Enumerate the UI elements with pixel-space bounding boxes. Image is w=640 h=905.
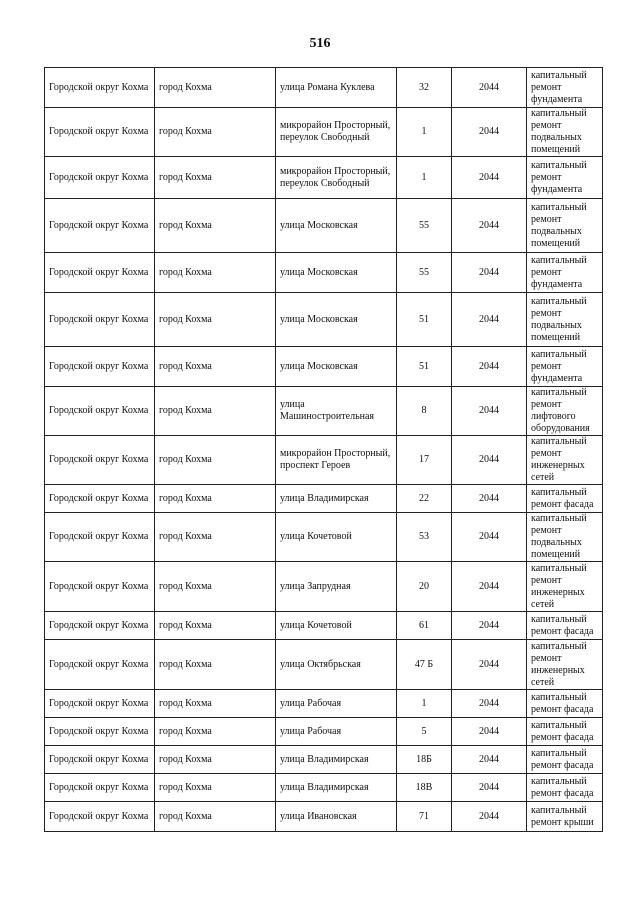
- table-row: [45, 774, 603, 802]
- city-cell: город Кохма: [155, 199, 276, 253]
- street-cell: улица Московская: [276, 199, 397, 253]
- district-cell: Городской округ Кохма: [45, 253, 155, 293]
- district-cell: Городской округ Кохма: [45, 718, 155, 746]
- house-number-cell: 17: [397, 436, 452, 485]
- house-number-cell: 32: [397, 68, 452, 108]
- street-cell: улица Московская: [276, 293, 397, 347]
- work-type-cell: капитальный ремонт лифтового оборудования: [527, 387, 603, 436]
- table-row: [45, 746, 603, 774]
- city-cell: город Кохма: [155, 436, 276, 485]
- house-number-cell: 5: [397, 718, 452, 746]
- district-cell: Городской округ Кохма: [45, 746, 155, 774]
- city-cell: город Кохма: [155, 612, 276, 640]
- year-cell: 2044: [452, 108, 527, 157]
- work-type-cell: капитальный ремонт инженерных сетей: [527, 562, 603, 612]
- work-type-cell: капитальный ремонт крыши: [527, 802, 603, 832]
- year-cell: 2044: [452, 387, 527, 436]
- street-cell: улица Октябрьская: [276, 640, 397, 690]
- street-cell: улица Владимирская: [276, 774, 397, 802]
- table-row: [45, 562, 603, 612]
- table-row: [45, 640, 603, 690]
- district-cell: Городской округ Кохма: [45, 68, 155, 108]
- year-cell: 2044: [452, 436, 527, 485]
- city-cell: город Кохма: [155, 293, 276, 347]
- district-cell: Городской округ Кохма: [45, 485, 155, 513]
- house-number-cell: 71: [397, 802, 452, 832]
- year-cell: 2044: [452, 640, 527, 690]
- city-cell: город Кохма: [155, 690, 276, 718]
- street-cell: улица Кочетовой: [276, 612, 397, 640]
- house-number-cell: 22: [397, 485, 452, 513]
- street-cell: улица Запрудная: [276, 562, 397, 612]
- table-row: [45, 387, 603, 436]
- work-type-cell: капитальный ремонт фасада: [527, 612, 603, 640]
- street-cell: микрорайон Просторный, проспект Героев: [276, 436, 397, 485]
- work-type-cell: капитальный ремонт инженерных сетей: [527, 436, 603, 485]
- year-cell: 2044: [452, 68, 527, 108]
- street-cell: улица Романа Куклева: [276, 68, 397, 108]
- house-number-cell: 1: [397, 690, 452, 718]
- street-cell: улица Владимирская: [276, 746, 397, 774]
- table-row: [45, 612, 603, 640]
- table-row: [45, 485, 603, 513]
- house-number-cell: 51: [397, 347, 452, 387]
- table-row: [45, 718, 603, 746]
- year-cell: 2044: [452, 612, 527, 640]
- street-cell: улица Московская: [276, 347, 397, 387]
- table-row: [45, 347, 603, 387]
- table-row: [45, 293, 603, 347]
- street-cell: улица Московская: [276, 253, 397, 293]
- table-row: [45, 68, 603, 108]
- year-cell: 2044: [452, 293, 527, 347]
- year-cell: 2044: [452, 802, 527, 832]
- table-row: [45, 157, 603, 199]
- table-row: [45, 513, 603, 562]
- work-type-cell: капитальный ремонт подвальных помещений: [527, 108, 603, 157]
- house-number-cell: 51: [397, 293, 452, 347]
- house-number-cell: 1: [397, 108, 452, 157]
- house-number-cell: 18В: [397, 774, 452, 802]
- year-cell: 2044: [452, 253, 527, 293]
- work-type-cell: капитальный ремонт фундамента: [527, 347, 603, 387]
- house-number-cell: 55: [397, 199, 452, 253]
- year-cell: 2044: [452, 513, 527, 562]
- table-row: [45, 108, 603, 157]
- city-cell: город Кохма: [155, 718, 276, 746]
- table-row: [45, 802, 603, 832]
- work-type-cell: капитальный ремонт фасада: [527, 718, 603, 746]
- year-cell: 2044: [452, 774, 527, 802]
- work-type-cell: капитальный ремонт фундамента: [527, 253, 603, 293]
- table-row: [45, 436, 603, 485]
- district-cell: Городской округ Кохма: [45, 690, 155, 718]
- street-cell: микрорайон Просторный, переулок Свободный: [276, 108, 397, 157]
- street-cell: улица Ивановская: [276, 802, 397, 832]
- city-cell: город Кохма: [155, 485, 276, 513]
- district-cell: Городской округ Кохма: [45, 802, 155, 832]
- street-cell: улица Владимирская: [276, 485, 397, 513]
- work-type-cell: капитальный ремонт подвальных помещений: [527, 199, 603, 253]
- district-cell: Городской округ Кохма: [45, 387, 155, 436]
- table-body: [45, 68, 603, 832]
- year-cell: 2044: [452, 562, 527, 612]
- city-cell: город Кохма: [155, 802, 276, 832]
- house-number-cell: 8: [397, 387, 452, 436]
- repair-schedule-table: [44, 67, 603, 832]
- city-cell: город Кохма: [155, 640, 276, 690]
- work-type-cell: капитальный ремонт фундамента: [527, 157, 603, 199]
- city-cell: город Кохма: [155, 513, 276, 562]
- city-cell: город Кохма: [155, 562, 276, 612]
- city-cell: город Кохма: [155, 774, 276, 802]
- city-cell: город Кохма: [155, 157, 276, 199]
- year-cell: 2044: [452, 347, 527, 387]
- page-number: 516: [309, 36, 331, 51]
- city-cell: город Кохма: [155, 108, 276, 157]
- city-cell: город Кохма: [155, 746, 276, 774]
- table-row: [45, 199, 603, 253]
- house-number-cell: 47 Б: [397, 640, 452, 690]
- work-type-cell: капитальный ремонт подвальных помещений: [527, 513, 603, 562]
- table-row: [45, 253, 603, 293]
- work-type-cell: капитальный ремонт фасада: [527, 485, 603, 513]
- house-number-cell: 18Б: [397, 746, 452, 774]
- street-cell: микрорайон Просторный, переулок Свободный: [276, 157, 397, 199]
- work-type-cell: капитальный ремонт фасада: [527, 690, 603, 718]
- year-cell: 2044: [452, 690, 527, 718]
- table-row: [45, 690, 603, 718]
- house-number-cell: 20: [397, 562, 452, 612]
- district-cell: Городской округ Кохма: [45, 157, 155, 199]
- district-cell: Городской округ Кохма: [45, 562, 155, 612]
- year-cell: 2044: [452, 485, 527, 513]
- work-type-cell: капитальный ремонт фундамента: [527, 68, 603, 108]
- house-number-cell: 61: [397, 612, 452, 640]
- street-cell: улица Рабочая: [276, 690, 397, 718]
- house-number-cell: 53: [397, 513, 452, 562]
- work-type-cell: капитальный ремонт фасада: [527, 746, 603, 774]
- district-cell: Городской округ Кохма: [45, 640, 155, 690]
- house-number-cell: 1: [397, 157, 452, 199]
- district-cell: Городской округ Кохма: [45, 108, 155, 157]
- district-cell: Городской округ Кохма: [45, 513, 155, 562]
- city-cell: город Кохма: [155, 387, 276, 436]
- work-type-cell: капитальный ремонт подвальных помещений: [527, 293, 603, 347]
- street-cell: улица Машиностроительная: [276, 387, 397, 436]
- work-type-cell: капитальный ремонт фасада: [527, 774, 603, 802]
- district-cell: Городской округ Кохма: [45, 436, 155, 485]
- city-cell: город Кохма: [155, 347, 276, 387]
- district-cell: Городской округ Кохма: [45, 774, 155, 802]
- district-cell: Городской округ Кохма: [45, 612, 155, 640]
- street-cell: улица Кочетовой: [276, 513, 397, 562]
- year-cell: 2044: [452, 157, 527, 199]
- city-cell: город Кохма: [155, 253, 276, 293]
- district-cell: Городской округ Кохма: [45, 347, 155, 387]
- street-cell: улица Рабочая: [276, 718, 397, 746]
- year-cell: 2044: [452, 718, 527, 746]
- district-cell: Городской округ Кохма: [45, 293, 155, 347]
- city-cell: город Кохма: [155, 68, 276, 108]
- district-cell: Городской округ Кохма: [45, 199, 155, 253]
- year-cell: 2044: [452, 746, 527, 774]
- work-type-cell: капитальный ремонт инженерных сетей: [527, 640, 603, 690]
- year-cell: 2044: [452, 199, 527, 253]
- house-number-cell: 55: [397, 253, 452, 293]
